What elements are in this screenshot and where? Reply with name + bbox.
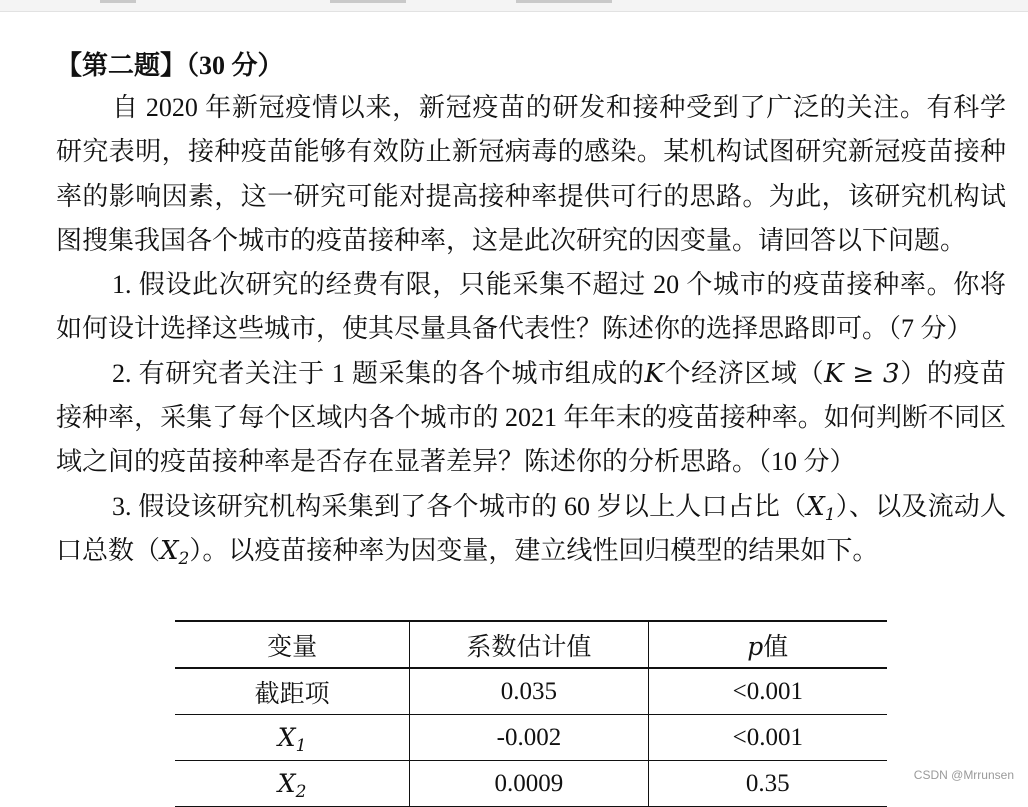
header-coefficient: 系数估计值 [410, 621, 648, 668]
row-variable: 截距项 [175, 668, 410, 715]
row-p-value: <0.001 [648, 668, 887, 715]
question-document [56, 40, 1006, 573]
variable-x2: $X_2$ [160, 535, 190, 569]
toolbar-tab[interactable] [330, 0, 406, 3]
row-p-value: 0.35 [648, 761, 887, 807]
variable-x1: $X_1$ [806, 491, 836, 525]
question-2-text-a: 2. 有研究者关注于 1 题采集的各个城市组成的 [112, 358, 645, 388]
table-row [175, 668, 887, 715]
toolbar-tab[interactable] [100, 0, 136, 3]
header-variable: 变量 [175, 621, 410, 668]
row-p-value: <0.001 [648, 715, 887, 761]
row-variable: $X_1$ [175, 715, 410, 761]
row-coefficient: -0.002 [410, 715, 648, 761]
table-row [175, 761, 887, 807]
header-p-value: p值 [648, 621, 887, 668]
source-watermark: CSDN @Mrrunsen [913, 768, 1014, 782]
question-3-text-a: 3. 假设该研究机构采集到了各个城市的 60 岁以上人口占比（ [112, 491, 807, 521]
table-header-row [175, 621, 887, 668]
table-row [175, 715, 887, 761]
regression-results-table [175, 620, 887, 807]
row-variable: $X_2$ [175, 761, 410, 807]
intro-paragraph: 自 2020 年新冠疫情以来，新冠疫苗的研发和接种受到了广泛的关注。有科学研究表明，接种疫苗能够有效防止新冠病毒的感染。某机构试图研究新冠疫苗接种率的影响因素，这一研究可能对提高接种率提供可行的思路。为此，该研究机构试图搜集我国各个城市的疫苗接种率，这是此次研究的因变量。请回答以下问题。 [56, 93, 1006, 255]
row-coefficient: 0.035 [410, 668, 648, 715]
question-2 [56, 352, 1006, 485]
variable-k: K [644, 358, 664, 389]
question-3-text-b: ）、以及流动人口总数（ [56, 491, 1006, 565]
row-coefficient: 0.0009 [410, 761, 648, 807]
viewer-top-strip [0, 0, 1028, 12]
question-3 [56, 485, 1006, 574]
question-2-text-c: ）的疫苗接种率，采集了每个区域内各个城市的 2021 年年末的疫苗接种率。如何判断不同区域之间的疫苗接种率是否存在显著差异？陈述你的分析思路。（10 分） [56, 358, 1006, 477]
question-1: 1. 假设此次研究的经费有限，只能采集不超过 20 个城市的疫苗接种率。你将如何设计选择这些城市，使其尽量具备代表性？陈述你的选择思路即可。（7 分） [56, 270, 1006, 344]
condition-k: K ≥ 3 [824, 358, 900, 389]
toolbar-tab[interactable] [516, 0, 612, 3]
question-2-text-b: 个经济区域（ [663, 358, 825, 388]
question-title: 【第二题】（30 分） [56, 51, 284, 80]
question-3-text-c: ）。以疫苗接种率为因变量，建立线性回归模型的结果如下。 [189, 535, 879, 565]
